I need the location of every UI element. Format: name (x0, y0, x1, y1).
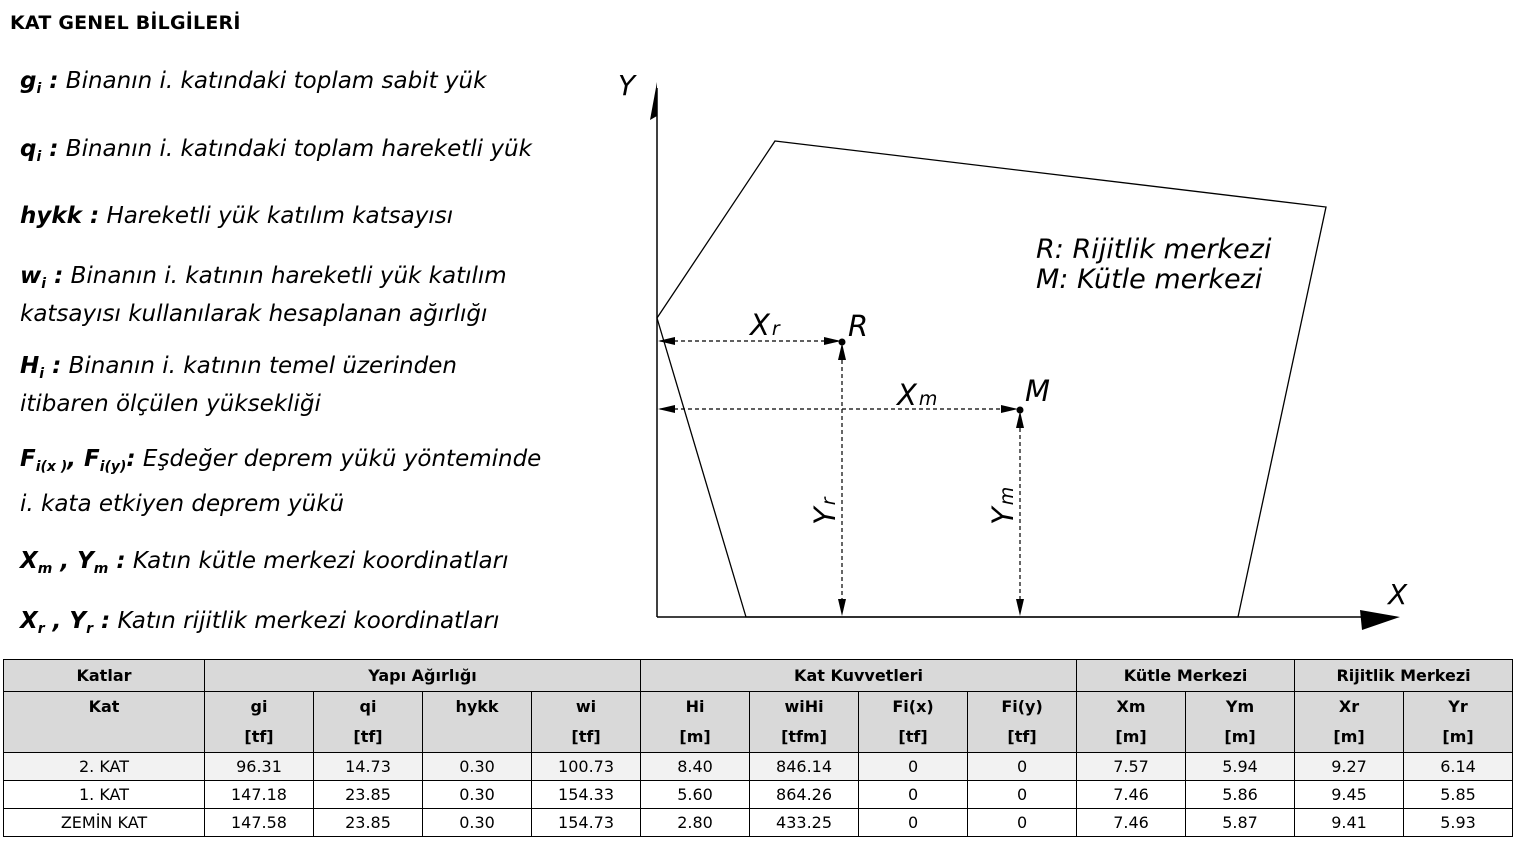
table-cell: 2. KAT (4, 753, 205, 781)
def-separator: : (46, 263, 64, 289)
column-name: wiHi (784, 697, 824, 716)
ym-arrow-top (1016, 411, 1024, 428)
table-cell: 864.26 (750, 781, 859, 809)
xr-label: Xr (750, 308, 780, 342)
table-cell: 14.73 (314, 753, 423, 781)
def-symbol: X (20, 548, 38, 574)
column-unit: [tfm] (781, 727, 827, 746)
group-header: Katlar (4, 660, 205, 692)
table-cell: 100.73 (532, 753, 641, 781)
table-cell: 147.18 (205, 781, 314, 809)
column-header (423, 692, 532, 753)
table-cell: 8.40 (641, 753, 750, 781)
table-column-header-row (4, 692, 1513, 753)
def-symbol: F (20, 446, 36, 472)
definition-fi (20, 441, 541, 523)
table-cell: 0.30 (423, 753, 532, 781)
def-separator: : (81, 203, 100, 229)
yr-label: Yr (808, 497, 842, 525)
table-cell: 9.45 (1295, 781, 1404, 809)
def-text: Binanın i. katının temel üzerinden (61, 353, 457, 379)
definition-xm-ym (20, 546, 508, 584)
column-header (1404, 692, 1513, 753)
column-name: hykk (455, 697, 499, 716)
legend-mass-center: M: Kütle merkezi (1036, 264, 1263, 295)
xm-arrow-left (658, 405, 675, 413)
yr-arrow-bottom (838, 599, 846, 616)
group-header: Kat Kuvvetleri (641, 660, 1077, 692)
column-name: Kat (88, 697, 120, 716)
table-cell: 846.14 (750, 753, 859, 781)
def-text: Katın rijitlik merkezi koordinatları (110, 608, 500, 634)
table-cell: 7.46 (1077, 781, 1186, 809)
table-cell: 5.94 (1186, 753, 1295, 781)
table-row (4, 753, 1513, 781)
column-unit: [tf] (353, 727, 383, 746)
group-header: Yapı Ağırlığı (205, 660, 641, 692)
table-cell: 23.85 (314, 809, 423, 837)
x-axis-arrow (1360, 610, 1400, 630)
table-cell: 2.80 (641, 809, 750, 837)
def-subscript: m (37, 561, 53, 577)
def-text: Binanın i. katındaki toplam sabit yük (58, 68, 487, 94)
def-subscript: i (39, 366, 45, 382)
definition-qi (20, 134, 532, 172)
table-cell: 5.60 (641, 781, 750, 809)
ym-label: Ym (986, 486, 1020, 525)
table-cell: ZEMİN KAT (4, 809, 205, 837)
def-separator: , (52, 548, 70, 574)
table-cell: 433.25 (750, 809, 859, 837)
def-text: Binanın i. katındaki toplam hareketli yük (58, 136, 532, 162)
def-subscript-2: i(y) (99, 459, 127, 475)
column-header (1186, 692, 1295, 753)
xm-label: Xm (897, 378, 938, 412)
column-unit: [m] (1442, 727, 1474, 746)
def-symbol-2: Y (61, 608, 87, 634)
table-cell: 5.86 (1186, 781, 1295, 809)
column-header (205, 692, 314, 753)
table-group-header-row (4, 660, 1513, 692)
column-name: gi (250, 697, 268, 716)
def-subscript: i(x ) (35, 459, 68, 475)
def-subscript: i (36, 149, 42, 165)
column-name: Xm (1116, 697, 1146, 716)
table-row (4, 781, 1513, 809)
def-symbol: w (20, 263, 42, 289)
def-subscript-2: r (86, 621, 93, 637)
def-separator-2: : (126, 446, 136, 472)
def-text-line2: i. kata etkiyen deprem yükü (20, 491, 345, 517)
yr-arrow-top (838, 343, 846, 360)
rigidity-center-label: R (848, 309, 869, 343)
group-header: Kütle Merkezi (1077, 660, 1295, 692)
def-symbol: hykk (20, 203, 82, 229)
mass-center-label: M (1025, 374, 1051, 408)
definition-wi (20, 261, 507, 329)
column-unit: [m] (1333, 727, 1365, 746)
def-text-line2: katsayısı kullanılarak hesaplanan ağırlığı (20, 301, 488, 327)
column-header (641, 692, 750, 753)
def-symbol-2: Y (69, 548, 94, 574)
definition-gi (20, 66, 486, 104)
table-row (4, 809, 1513, 837)
x-axis-label: X (1388, 578, 1408, 611)
def-symbol-2: F (75, 446, 100, 472)
def-symbol: q (20, 136, 37, 162)
xr-arrow-left (658, 337, 675, 345)
floor-plan-diagram (600, 60, 1420, 640)
def-subscript: r (37, 621, 45, 637)
def-symbol: g (20, 68, 37, 94)
def-text-line2: itibaren ölçülen yüksekliği (20, 391, 321, 417)
table-cell: 154.33 (532, 781, 641, 809)
def-text: Binanın i. katının hareketli yük katılım (63, 263, 507, 289)
column-unit: [tf] (1007, 727, 1037, 746)
def-text: Hareketli yük katılım katsayısı (99, 203, 454, 229)
xm-arrow-right (1001, 405, 1018, 413)
column-header (532, 692, 641, 753)
floor-info-table (3, 659, 1513, 837)
def-separator: : (41, 68, 59, 94)
column-name: Ym (1225, 697, 1255, 716)
column-header (4, 692, 205, 753)
def-subscript: i (36, 81, 42, 97)
def-separator-2: : (108, 548, 126, 574)
table-cell: 0.30 (423, 809, 532, 837)
column-header (1077, 692, 1186, 753)
column-unit: [tf] (898, 727, 928, 746)
table-cell: 1. KAT (4, 781, 205, 809)
table-cell: 147.58 (205, 809, 314, 837)
table-cell: 0 (968, 809, 1077, 837)
def-subscript-2: m (93, 561, 109, 577)
table-cell: 0.30 (423, 781, 532, 809)
table-cell: 6.14 (1404, 753, 1513, 781)
definition-xr-yr (20, 606, 499, 644)
column-unit: [m] (1224, 727, 1256, 746)
column-header (968, 692, 1077, 753)
column-name: Yr (1448, 697, 1468, 716)
y-axis-label: Y (618, 69, 636, 102)
column-name: Fi(x) (892, 697, 934, 716)
table-cell: 154.73 (532, 809, 641, 837)
def-subscript: i (41, 276, 47, 292)
definition-hykk (20, 201, 453, 231)
table-cell: 7.57 (1077, 753, 1186, 781)
page-title: KAT GENEL BİLGİLERİ (10, 12, 241, 34)
table-cell: 23.85 (314, 781, 423, 809)
column-header (859, 692, 968, 753)
table-cell: 0 (859, 781, 968, 809)
table-cell: 5.85 (1404, 781, 1513, 809)
column-unit: [m] (1115, 727, 1147, 746)
def-separator: , (44, 608, 62, 634)
column-name: wi (575, 697, 597, 716)
def-separator: : (41, 136, 59, 162)
column-name: qi (359, 697, 377, 716)
table-cell: 5.93 (1404, 809, 1513, 837)
column-name: Hi (685, 697, 705, 716)
table-cell: 96.31 (205, 753, 314, 781)
column-name: Xr (1338, 697, 1360, 716)
column-header (750, 692, 859, 753)
def-separator: , (67, 446, 76, 472)
group-header: Rijitlik Merkezi (1295, 660, 1513, 692)
table-cell: 0 (968, 781, 1077, 809)
ym-arrow-bottom (1016, 599, 1024, 616)
y-axis-arrow (650, 82, 657, 120)
column-unit: [m] (679, 727, 711, 746)
column-unit: [tf] (571, 727, 601, 746)
table-cell: 0 (968, 753, 1077, 781)
table-cell: 5.87 (1186, 809, 1295, 837)
column-header (1295, 692, 1404, 753)
table-cell: 9.41 (1295, 809, 1404, 837)
floor-outline (657, 141, 1326, 617)
definition-hi (20, 351, 457, 419)
column-unit: [tf] (244, 727, 274, 746)
def-symbol: H (20, 353, 40, 379)
def-symbol: X (20, 608, 38, 634)
xr-arrow-right (824, 337, 841, 345)
column-header (314, 692, 423, 753)
def-text: Katın kütle merkezi koordinatları (125, 548, 509, 574)
def-separator-2: : (92, 608, 111, 634)
legend-rigidity-center: R: Rijitlik merkezi (1036, 234, 1272, 265)
def-text: Eşdeğer deprem yükü yönteminde (135, 446, 542, 472)
def-separator: : (44, 353, 62, 379)
table-cell: 9.27 (1295, 753, 1404, 781)
table-cell: 7.46 (1077, 809, 1186, 837)
table-cell: 0 (859, 809, 968, 837)
column-name: Fi(y) (1001, 697, 1043, 716)
table-cell: 0 (859, 753, 968, 781)
